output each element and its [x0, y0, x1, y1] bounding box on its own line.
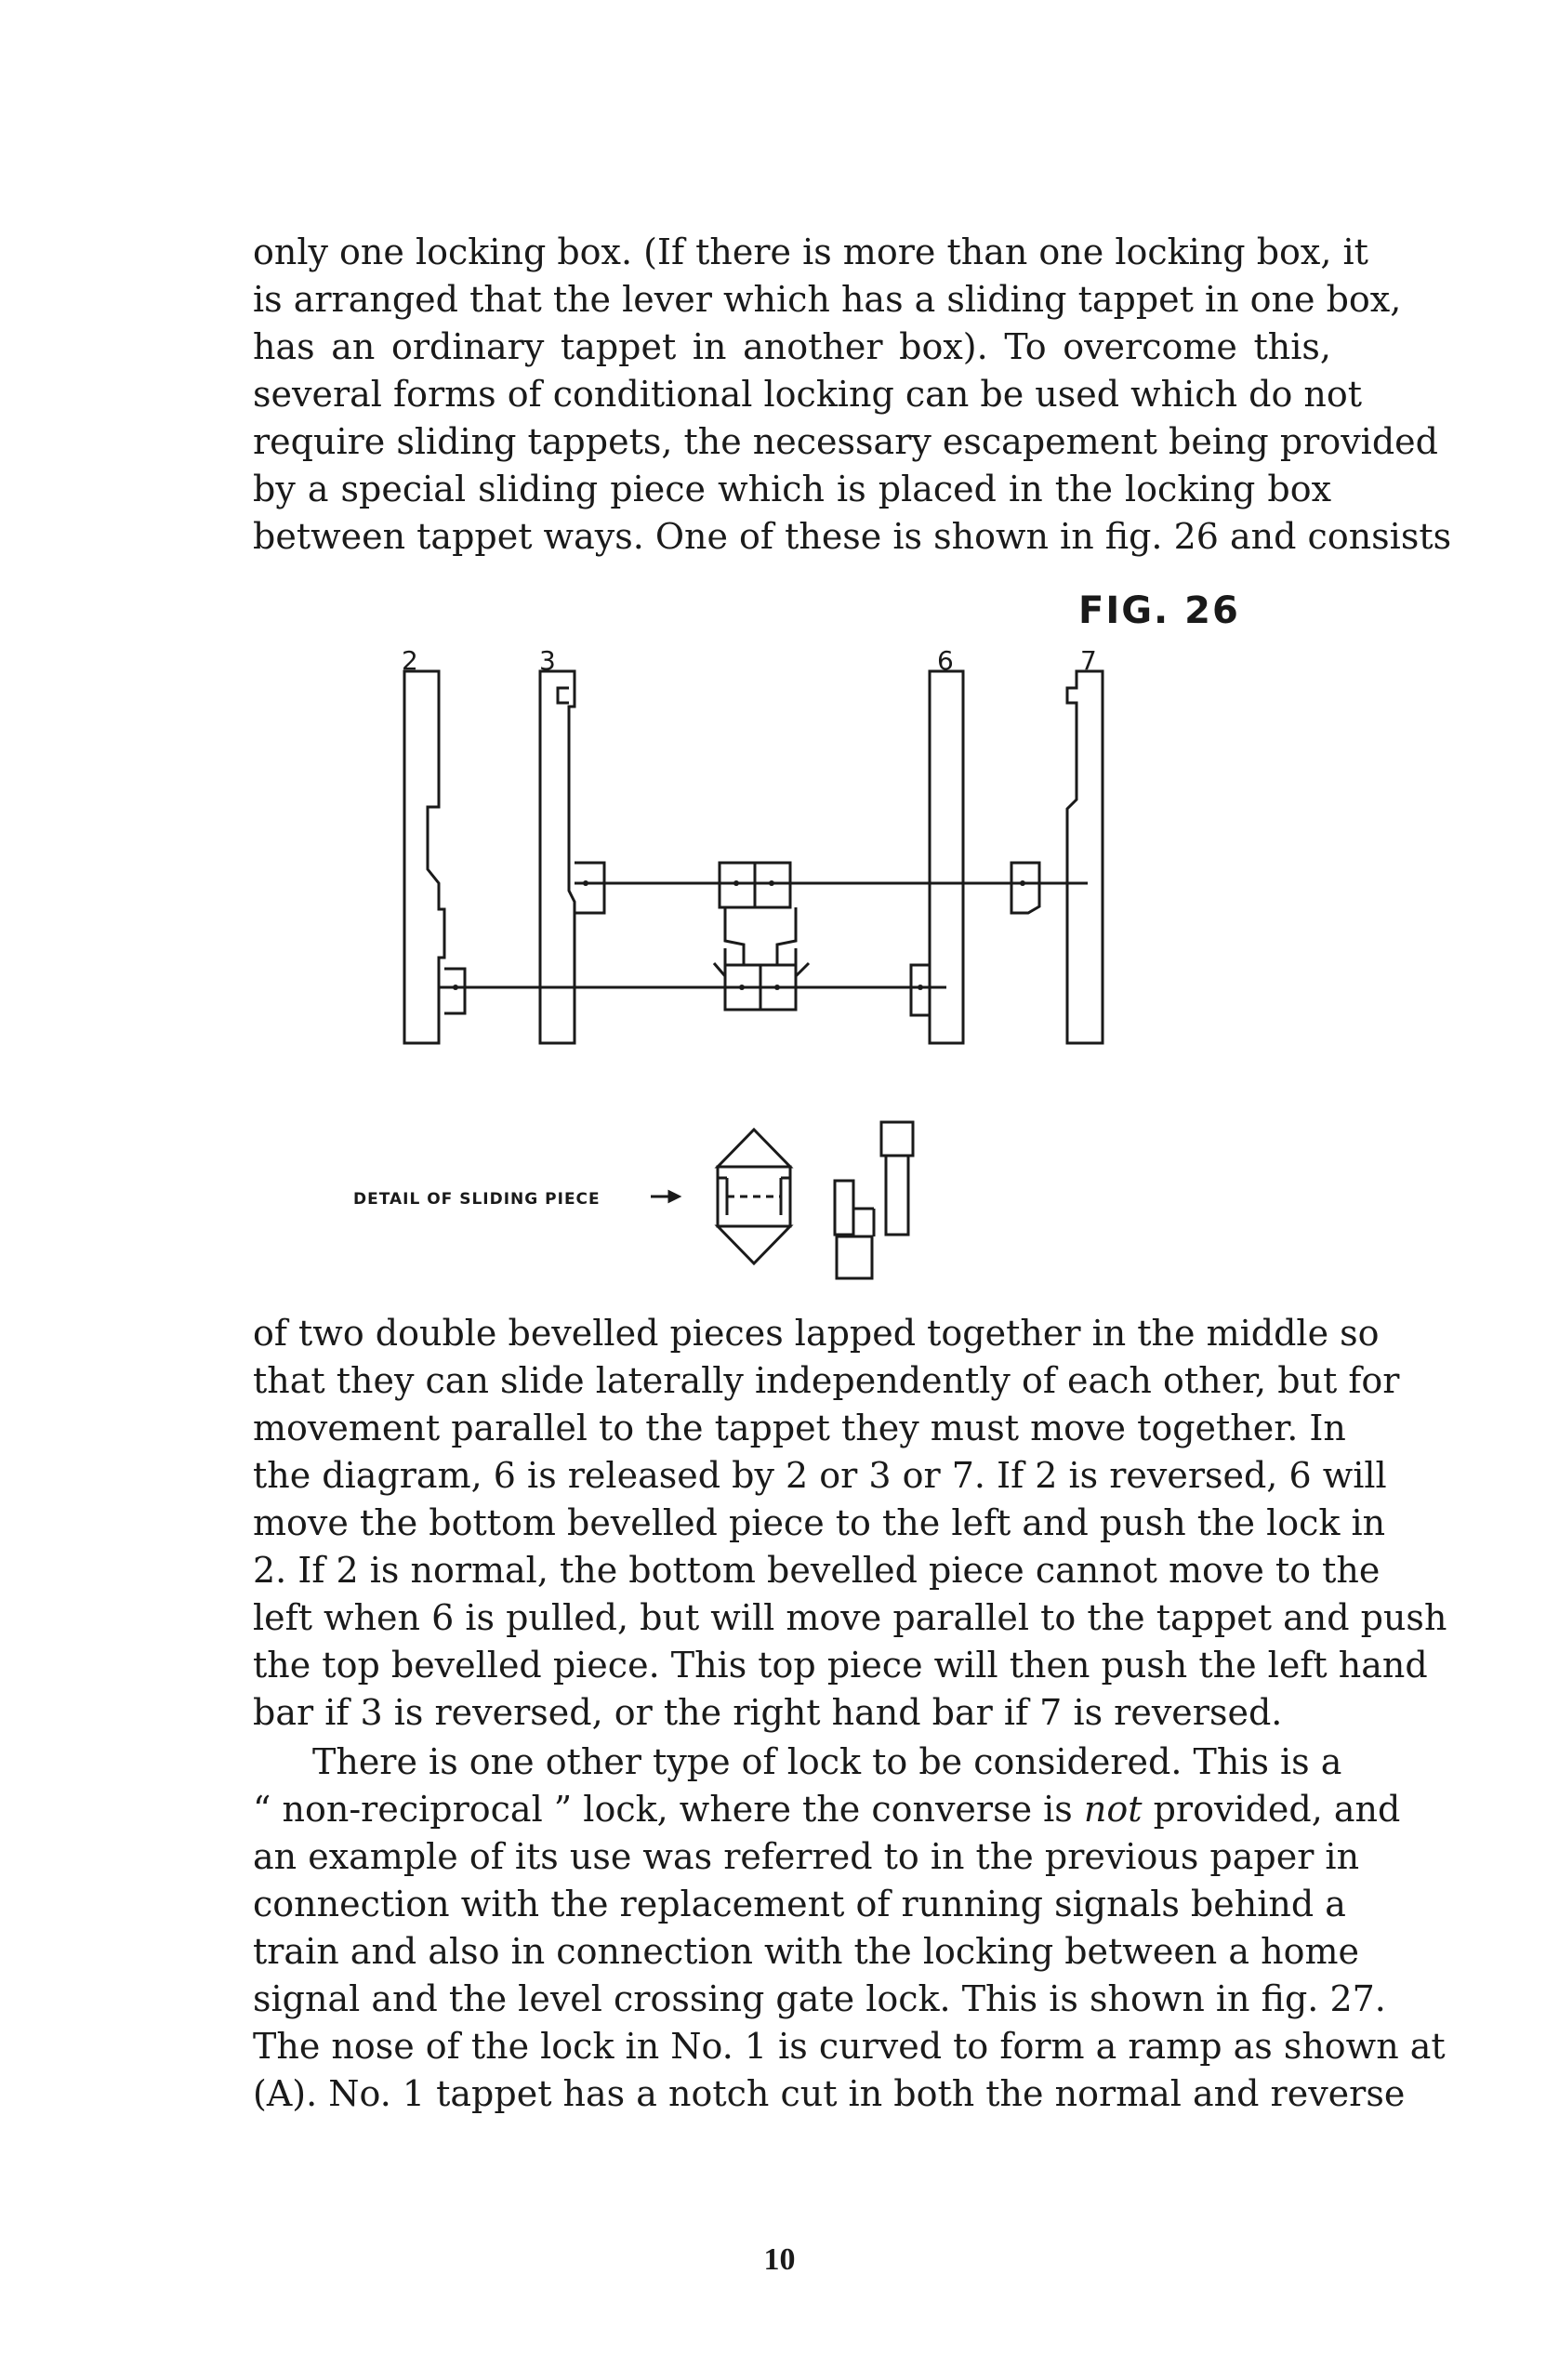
fig26-diagram — [353, 669, 1143, 1060]
figure-label: FIG. 26 — [1078, 589, 1240, 632]
sliding-piece-detail — [353, 1111, 985, 1297]
tappet-number-7: 7 — [1080, 645, 1097, 676]
text-line: signal and the level crossing gate lock. This is shown in fig. 27. — [253, 1978, 1386, 2019]
text-line: train and also in connection with the locking between a home — [253, 1931, 1359, 1972]
text-line: between tappet ways. One of these is shown in fig. 26 and consists — [253, 516, 1452, 557]
paragraph-1 — [253, 229, 1452, 561]
text-line: only one locking box. (If there is more than one locking box, it — [253, 231, 1368, 272]
text-line: is arranged that the lever which has a sliding tappet in one box, — [253, 279, 1402, 320]
tappet-2 — [404, 671, 444, 1043]
text-line: movement parallel to the tappet they must move together. In — [253, 1408, 1346, 1448]
tappet-number-6: 6 — [937, 645, 954, 676]
paragraph-3 — [253, 1739, 1446, 2118]
text-line: There is one other type of lock to be considered. This is a — [312, 1741, 1342, 1782]
text-line: the top bevelled piece. This top piece will then push the left hand — [253, 1645, 1428, 1686]
detail-label: DETAIL OF SLIDING PIECE — [353, 1190, 601, 1209]
text-fragment: “ non-reciprocal ” lock, where the converse is — [253, 1789, 1084, 1830]
tappet-number-2: 2 — [402, 645, 418, 676]
text-line: of two double bevelled pieces lapped together in the middle so — [253, 1313, 1380, 1354]
tappet-numbers — [353, 645, 1143, 682]
text-line: has an ordinary tappet in another box). To overcome this, — [253, 326, 1331, 367]
paragraph-2 — [253, 1310, 1447, 1737]
text-line: 2. If 2 is normal, the bottom bevelled piece cannot move to the — [253, 1550, 1381, 1591]
tappet-7 — [1067, 671, 1103, 1043]
text-line: bar if 3 is reversed, or the right hand bar if 7 is reversed. — [253, 1692, 1283, 1733]
page-number: 10 — [763, 2242, 796, 2277]
text-line: an example of its use was referred to in the previous paper in — [253, 1836, 1360, 1877]
text-line: move the bottom bevelled piece to the left and push the lock in — [253, 1502, 1386, 1543]
text-line: left when 6 is pulled, but will move parallel to the tappet and push — [253, 1597, 1447, 1638]
text-fragment: provided, and — [1142, 1789, 1401, 1830]
emphasis-not: not — [1083, 1789, 1143, 1830]
text-line: The nose of the lock in No. 1 is curved to form a ramp as shown at — [253, 2026, 1446, 2067]
text-line: the diagram, 6 is released by 2 or 3 or 7. If 2 is reversed, 6 will — [253, 1455, 1387, 1496]
text-line: several forms of conditional locking can be used which do not — [253, 374, 1363, 415]
text-line: connection with the replacement of running signals behind a — [253, 1884, 1346, 1924]
text-line: that they can slide laterally independently of each other, but for — [253, 1360, 1400, 1401]
text-line: require sliding tappets, the necessary escapement being provided — [253, 421, 1438, 462]
text-line: by a special sliding piece which is placed in the locking box — [253, 469, 1331, 509]
text-line — [253, 1786, 1401, 1833]
tappet-number-3: 3 — [539, 645, 556, 676]
text-line: (A). No. 1 tappet has a notch cut in both the normal and reverse — [253, 2073, 1406, 2114]
